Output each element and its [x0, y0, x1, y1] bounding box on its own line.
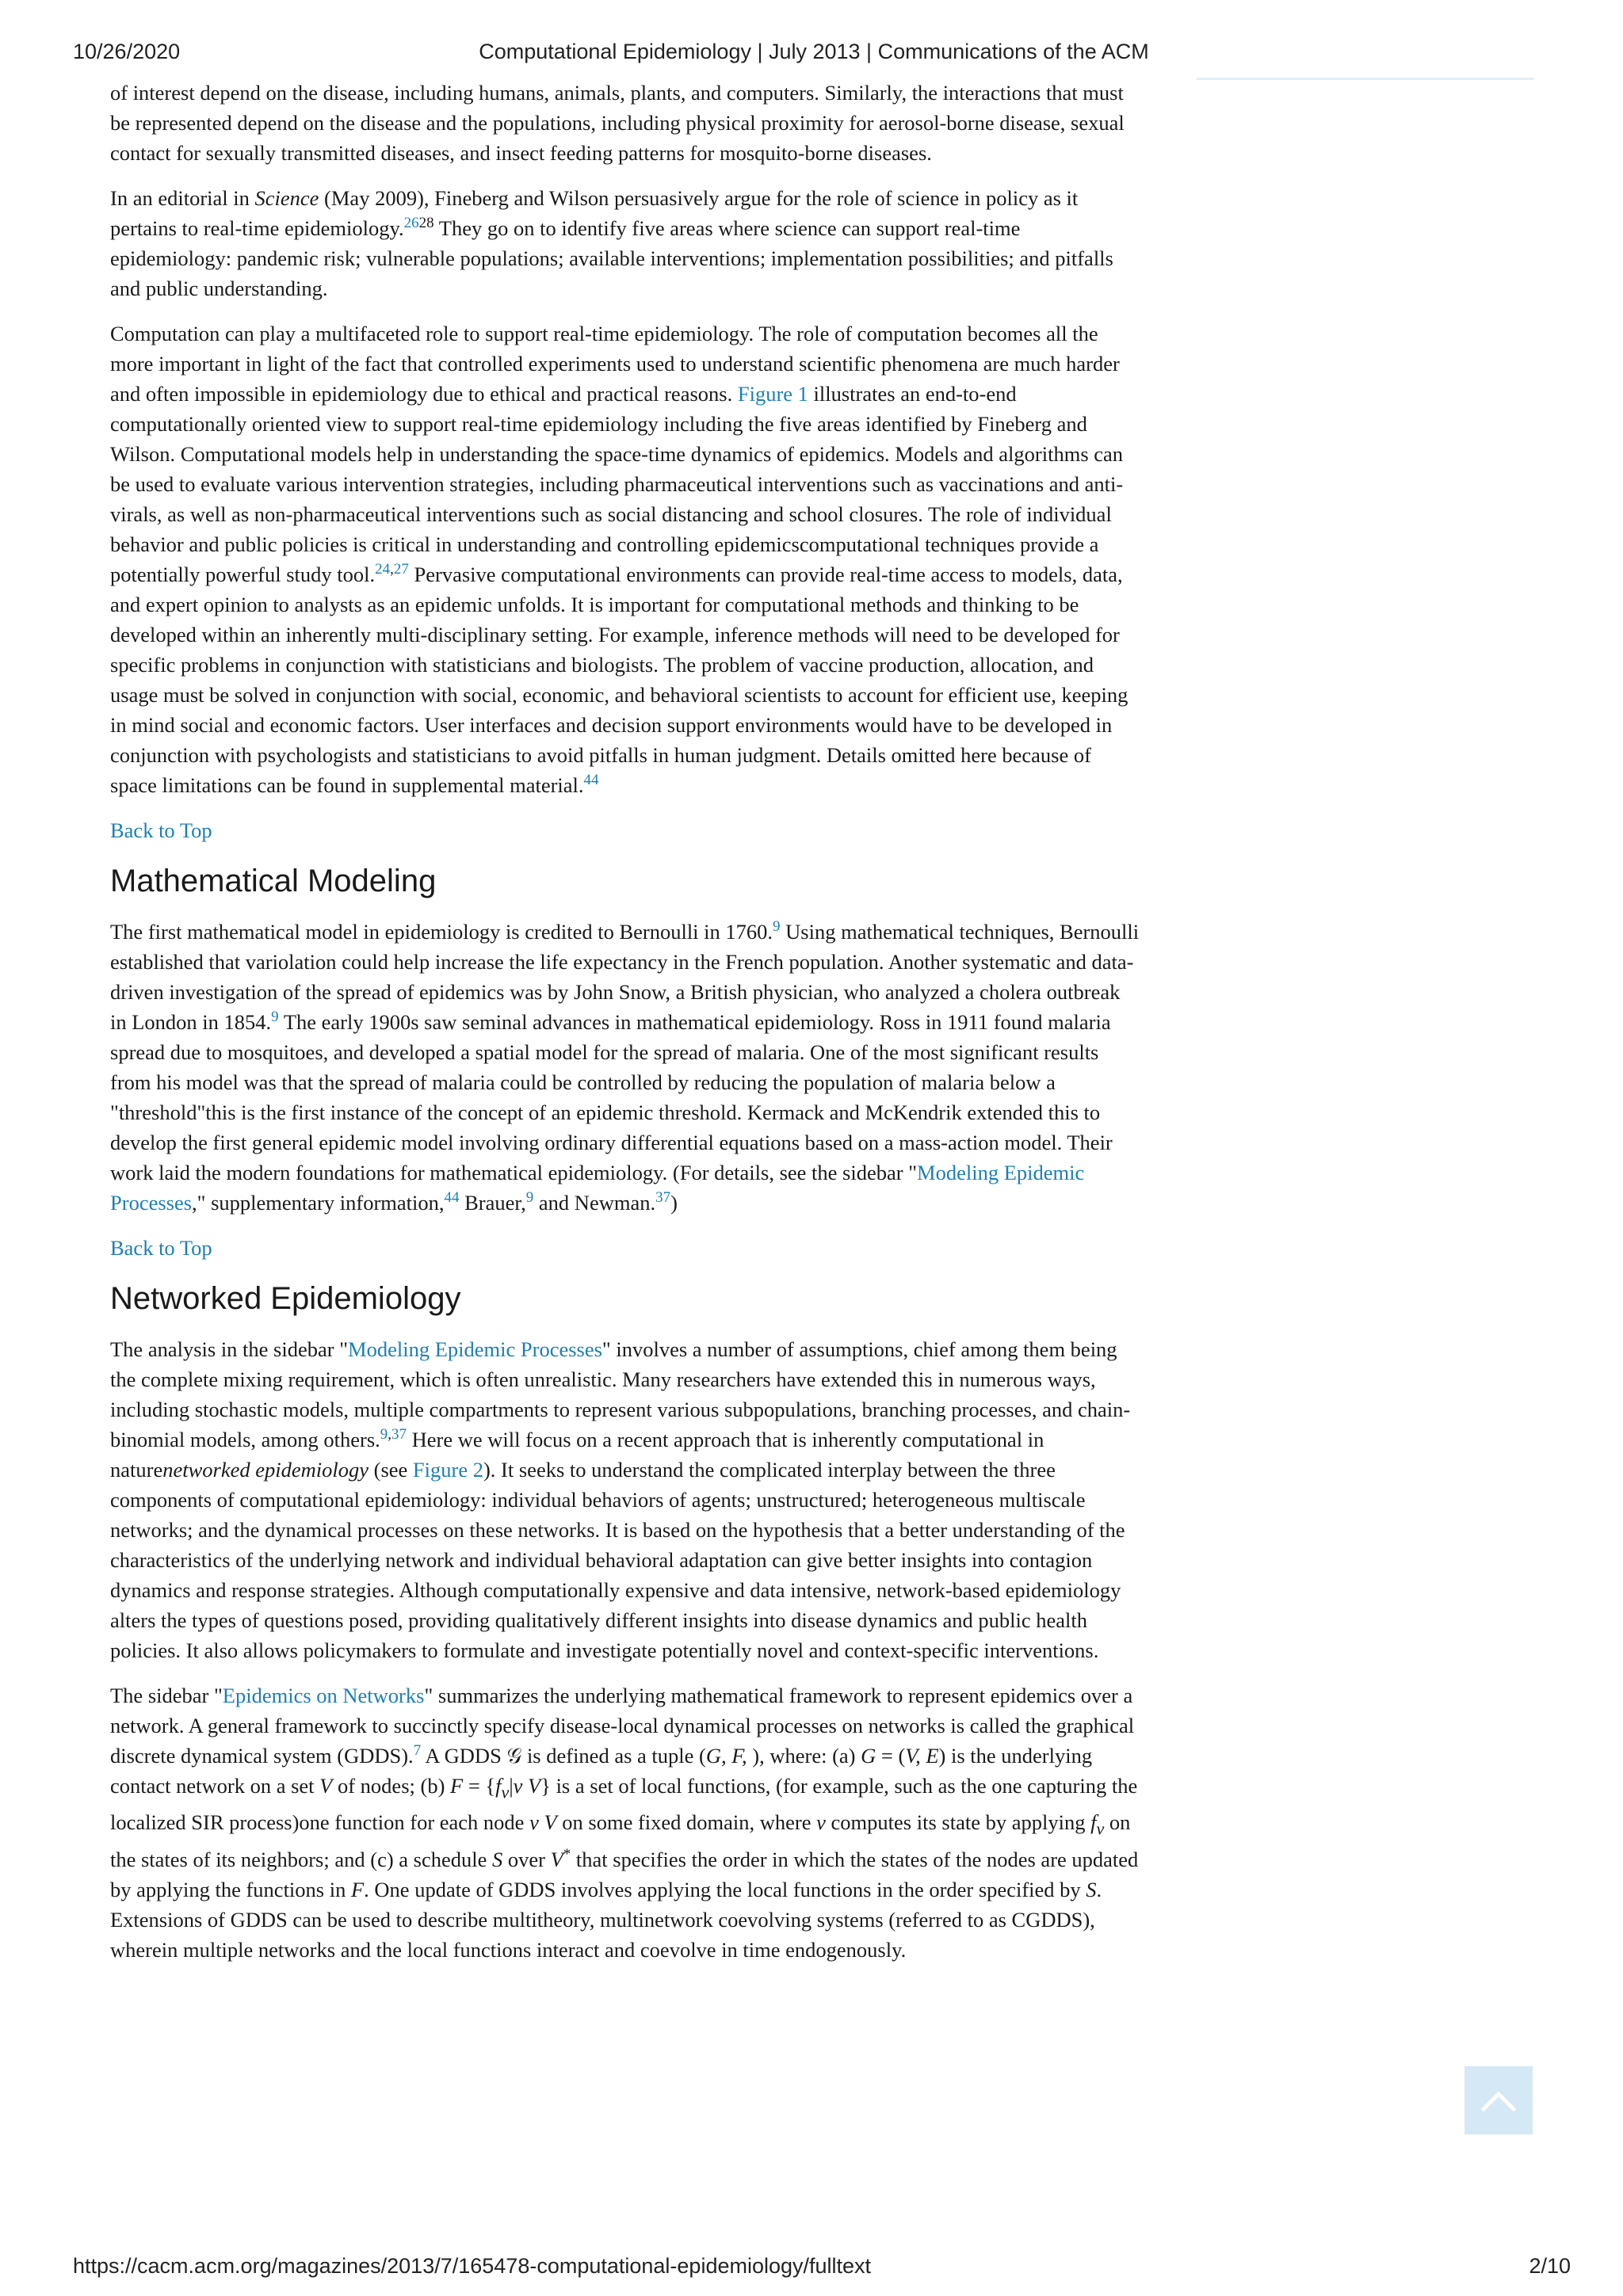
text-run: } is a set of local functions, (for example, such as the one capturing the localized SIR process)one function for each node — [110, 1774, 1138, 1835]
math-subscript: v — [501, 1782, 510, 1802]
math-var: f — [495, 1774, 502, 1798]
text-run: Pervasive computational environments can provide real-time access to models, data, and expert opinion to analysts as an epidemic unfolds. It is important for computational methods and thinking to be developed within an inherently multi-disciplinary setting. For example, inference methods will need to be developed for specific problems in conjunction with statisticians and biologists. The problem of vaccine production, allocation, and usage must be solved in conjunction with social, economic, and behavioral scientists to account for efficient use, keeping in mind social and economic factors. User interfaces and decision support environments would have to be developed in conjunction with psychologists and statisticians to avoid pitfalls in human judgment. Details omitted here because of space limitations can be found in supplemental material. — [110, 563, 1128, 797]
reference-link-9[interactable]: 9 — [271, 1009, 279, 1026]
reference-link-27[interactable]: 27 — [393, 561, 409, 578]
reference-link-37[interactable]: 37 — [391, 1426, 407, 1444]
reference-link-37[interactable]: 37 — [655, 1189, 671, 1207]
text-run: Here we will focus on a recent approach that is inherently computational in nature — [110, 1428, 1044, 1482]
text-run: Brauer, — [459, 1191, 526, 1215]
math-var: S — [492, 1847, 503, 1871]
math-var: v V — [529, 1810, 557, 1835]
text-run: over — [502, 1847, 551, 1871]
math-var: v — [816, 1810, 826, 1835]
figure-2-link[interactable]: Figure 2 — [412, 1458, 483, 1482]
journal-name: Science — [254, 186, 319, 210]
text-run: and Newman. — [533, 1191, 656, 1215]
text-run: Computation can play a multifaceted role to support real-time epidemiology. The role of computation becomes all the more important in light of the fact that controlled experiments used to understand scientific phenomena are much harder and often impossible in epidemiology due to ethical and practical reasons. — [110, 322, 1120, 406]
math-superscript: * — [563, 1845, 571, 1863]
text-run: that specifies the order in which the states of the nodes are updated by applying the functions in — [110, 1847, 1139, 1901]
text-run: . One update of GDDS involves applying the local functions in the order specified by — [364, 1877, 1086, 1901]
print-page-title: Computational Epidemiology | July 2013 | Communications of the ACM — [479, 40, 1149, 63]
math-var: V — [319, 1774, 333, 1798]
section-heading-mathematical-modeling: Mathematical Modeling — [110, 864, 437, 898]
text-run: In an editorial in — [110, 186, 255, 210]
figure-1-link[interactable]: Figure 1 — [737, 382, 808, 406]
reference-link-9[interactable]: 9 — [773, 918, 781, 936]
text-run: They go on to identify five areas where science can support real-time epidemiology: pandemic risk; vulnerable populations; available interventions; implementation possibilities; and pitfalls and public understanding. — [110, 216, 1113, 300]
emphasis-term: networked epidemiology — [162, 1458, 369, 1482]
text-run: illustrates an end-to-end computationally oriented view to support real-time epidemiology including the five areas identified by Fineberg and Wilson. Computational models help in understanding the space-time dynamics of epidemics. Models and algorithms can be used to evaluate various intervention strategies, including pharmaceutical interventions such as vaccinations and anti-virals, as well as non-pharmaceutical interventions such as social distancing and school closures. The role of individual behavior and public policies is critical in understanding and controlling epidemicscomputational techniques provide a potentially powerful study tool. — [110, 382, 1124, 586]
math-var: G, F, — [705, 1744, 753, 1768]
article-body — [110, 78, 1140, 1965]
math-symbol-gdds: 𝒢 — [506, 1744, 522, 1768]
sidebar-divider — [1197, 78, 1533, 80]
text-run: computes its state by applying — [825, 1810, 1091, 1835]
section-heading-networked-epidemiology: Networked Epidemiology — [110, 1281, 461, 1316]
text-run: ) — [670, 1191, 678, 1215]
math-var: F — [350, 1877, 365, 1901]
paragraph-5 — [110, 1334, 1140, 1665]
math-var: V, E — [905, 1744, 939, 1768]
modeling-epidemic-processes-link[interactable]: Modeling Epidemic Processes — [348, 1337, 602, 1361]
print-url: https://cacm.acm.org/magazines/2013/7/165478-computational-epidemiology/fulltext — [73, 2254, 872, 2278]
math-var: G — [861, 1744, 876, 1768]
text-run: ) is the underlying contact network on a set — [110, 1744, 1093, 1798]
text-run: Using mathematical techniques, Bernoulli established that variolation could help increase the life expectancy in the French population. Another systematic and data-driven investigation of the spread of epidemics was by John Snow, a British physician, who analyzed a cholera outbreak in London in 1854. — [110, 920, 1140, 1034]
print-date: 10/26/2020 — [73, 40, 181, 63]
print-header — [73, 40, 1555, 68]
math-var: V — [550, 1847, 563, 1871]
epidemics-on-networks-link[interactable]: Epidemics on Networks — [222, 1684, 425, 1707]
reference-link-44[interactable]: 44 — [444, 1189, 460, 1207]
text-run: | — [509, 1774, 514, 1798]
paragraph-6 — [110, 1680, 1140, 1965]
text-run: = ( — [876, 1744, 906, 1768]
reference-link-44[interactable]: 44 — [583, 772, 599, 789]
text-run: The sidebar " — [110, 1684, 223, 1707]
reference-link-9[interactable]: 9 — [380, 1426, 388, 1444]
math-var: S — [1086, 1877, 1097, 1901]
back-to-top-link[interactable]: Back to Top — [110, 1236, 212, 1260]
text-run: on some fixed domain, where — [556, 1810, 817, 1835]
text-run: ," supplementary information, — [192, 1191, 445, 1215]
chevron-up-icon — [1480, 2088, 1517, 2112]
paragraph-4 — [110, 917, 1140, 1218]
reference-link-9[interactable]: 9 — [525, 1189, 534, 1207]
scroll-to-top-button[interactable] — [1465, 2066, 1533, 2134]
text-run: is defined as a tuple ( — [521, 1744, 706, 1768]
text-run: . Extensions of GDDS can be used to describe multitheory, multinetwork coevolving systems (referred to as CGDDS), wherein multiple networks and the local functions interact and coevolve in time endogenously. — [110, 1877, 1102, 1962]
text-run: " involves a number of assumptions, chief among them being the complete mixing requirement, which is often unrealistic. Many researchers have extended this in numerous ways, including stochastic models, multiple compartments to represent various subpopulations, branching processes, and chain-binomial models, among others. — [110, 1337, 1131, 1451]
text-run: = { — [463, 1774, 496, 1798]
back-to-top-link[interactable]: Back to Top — [110, 818, 212, 842]
math-subscript: v — [1096, 1818, 1105, 1839]
text-run: The early 1900s saw seminal advances in mathematical epidemiology. Ross in 1911 found malaria spread due to mosquitoes, and developed a spatial model for the spread of malaria. One of the most significant results from his model was that the spread of malaria could be controlled by reducing the population of malaria below a "threshold"this is the first instance of the concept of an epidemic threshold. Kermack and McKendrik extended this to develop the first general epidemic model involving ordinary differential equations based on a mass-action model. Their work laid the modern foundations for mathematical epidemiology. (For details, see the sidebar " — [110, 1010, 1113, 1184]
text-run: (May 2009), Fineberg and Wilson persuasively argue for the role of science in policy as it pertains to real-time epidemiology. — [110, 186, 1079, 240]
text-run: The analysis in the sidebar " — [110, 1337, 349, 1361]
reference-link-26[interactable]: 26 — [403, 215, 419, 232]
text-run: A GDDS — [421, 1744, 507, 1768]
ref-separator: , — [390, 561, 394, 578]
math-var: F — [450, 1774, 464, 1798]
paragraph-3 — [110, 318, 1140, 800]
text-run: ), where: (a) — [752, 1744, 861, 1768]
reference-28: 28 — [418, 215, 434, 232]
text-run: " summarizes the underlying mathematical framework to represent epidemics over a network. A general framework to succinctly specify disease-local dynamical processes on networks is called the graphical discrete dynamical system (GDDS). — [110, 1684, 1135, 1768]
paragraph-2 — [110, 183, 1140, 303]
print-page-number: 2/10 — [1529, 2254, 1571, 2278]
reference-link-7[interactable]: 7 — [413, 1742, 422, 1760]
ref-separator: , — [388, 1426, 392, 1444]
math-var: f — [1090, 1810, 1097, 1835]
text-run: of nodes; (b) — [332, 1774, 451, 1798]
reference-link-24[interactable]: 24 — [375, 561, 391, 578]
print-footer — [73, 2254, 1571, 2283]
paragraph-1: of interest depend on the disease, including humans, animals, plants, and computers. Similarly, the interactions that must be represented depend on the disease and the populations, including physical proximity for aerosol-borne disease, sexual contact for sexually transmitted diseases, and insect feeding patterns for mosquito-borne diseases. — [110, 81, 1125, 165]
text-run: The first mathematical model in epidemiology is credited to Bernoulli in 1760. — [110, 920, 773, 944]
math-var: v V — [513, 1774, 541, 1798]
modeling-epidemic-processes-link[interactable]: Modeling Epidemic Processes — [110, 1161, 1085, 1215]
text-run: (see — [369, 1458, 413, 1482]
text-run: on the states of its neighbors; and (c) a schedule — [110, 1810, 1131, 1871]
text-run: ). It seeks to understand the complicated interplay between the three components of computational epidemiology: individual behaviors of agents; unstructured; heterogeneous multiscale networks; and the dynamical processes on these networks. It is based on the hypothesis that a better understanding of the characteristics of the underlying network and individual behavioral adaptation can give better insights into contagion dynamics and response strategies. Although computationally expensive and data intensive, network-based epidemiology alters the types of questions posed, providing qualitatively different insights into disease dynamics and public health policies. It also allows policymakers to formulate and investigate potentially novel and context-specific interventions. — [110, 1458, 1125, 1662]
